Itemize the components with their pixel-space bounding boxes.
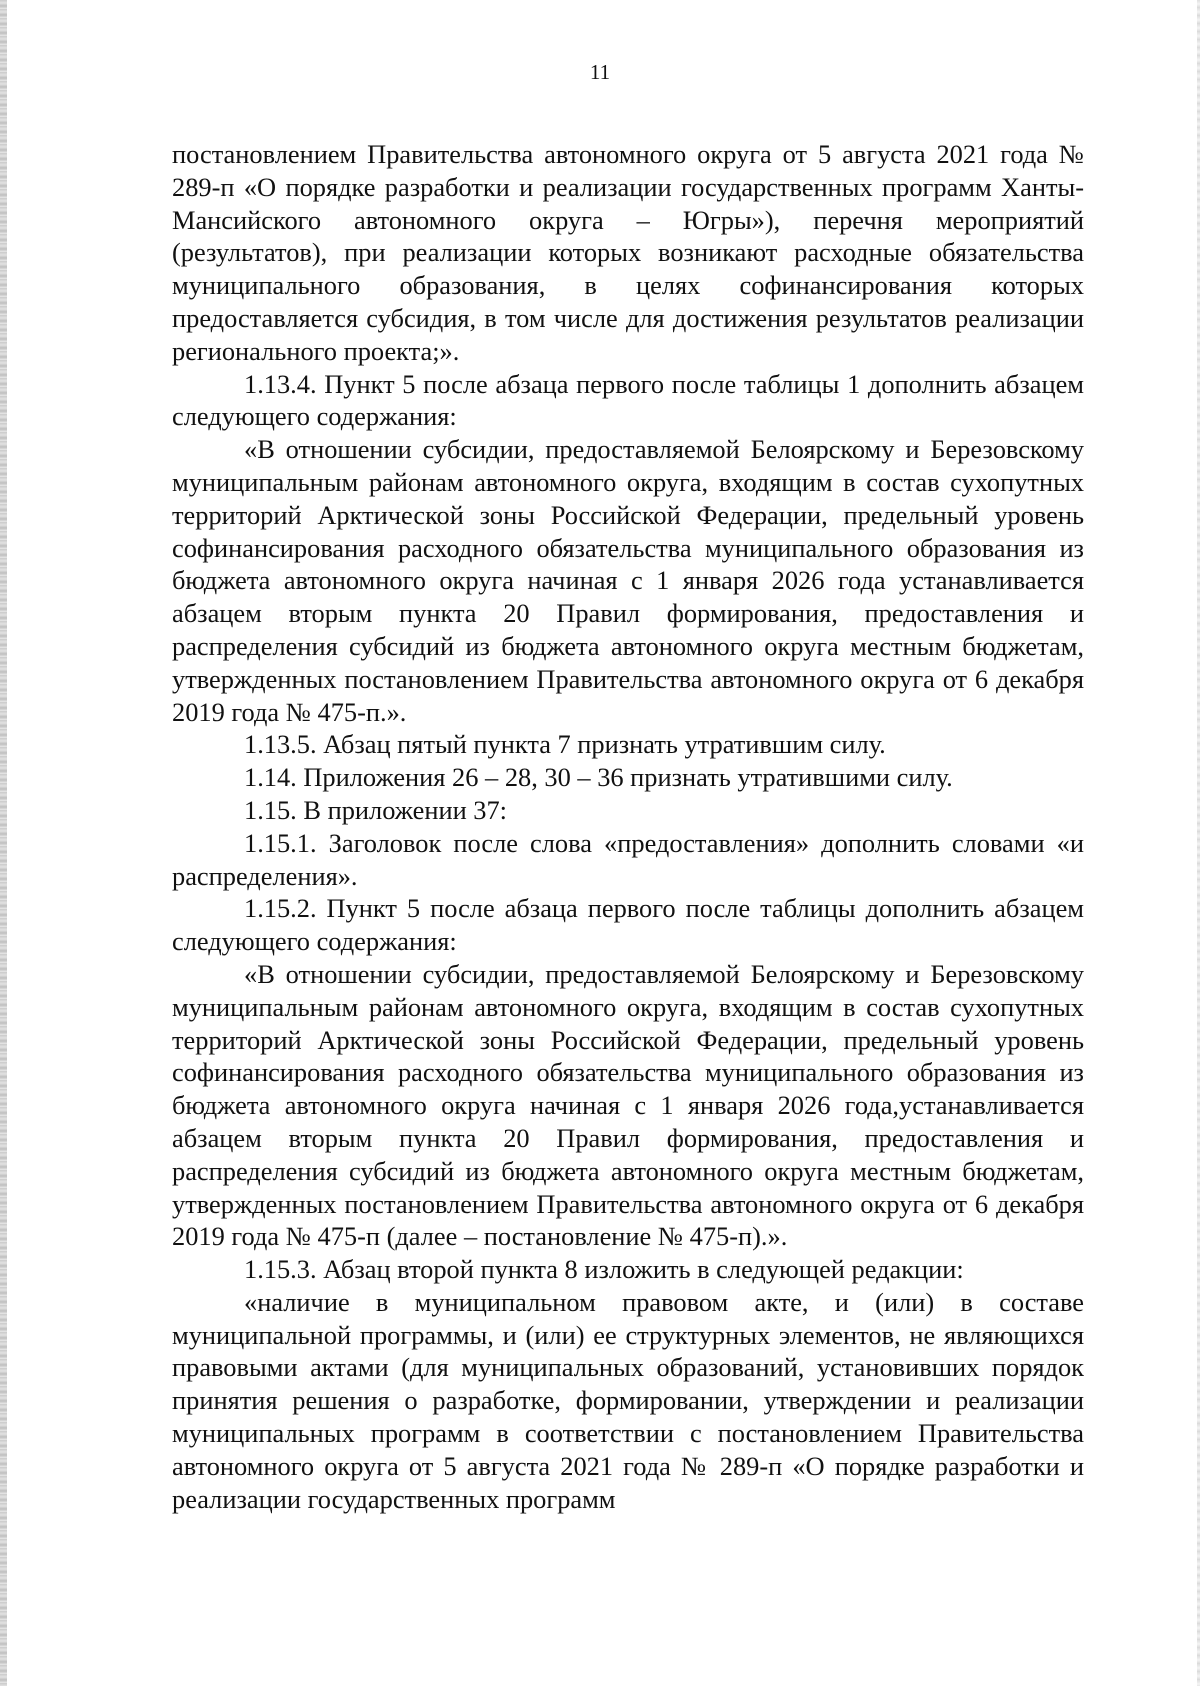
paragraph-11: «наличие в муниципальном правовом акте, и (или) в составе муниципальной программы, и (или) ее структурных элементов, не являющихся правовыми актами (для муниципальных образований, установивших порядок принятия решения о разработке, формировании, утверждении и реализации муниципальных программ в соответствии с постановлением Правительства автономного округа от 5 августа 2021 года № 289-п «О порядке разработки и реализации государственных программ (172, 1286, 1084, 1514)
paragraph-4: 1.13.5. Абзац пятый пункта 7 признать утратившим силу. (244, 729, 886, 760)
paragraph-2: 1.13.4. Пункт 5 после абзаца первого после таблицы 1 дополнить абзацем следующего содержания: (172, 368, 1084, 432)
paragraph-6: 1.15. В приложении 37: (244, 794, 508, 825)
paragraph-5: 1.14. Приложения 26 – 28, 30 – 36 признать утратившими силу. (244, 762, 953, 793)
paragraph-10: 1.15.3. Абзац второй пункта 8 изложить в следующей редакции: (244, 1254, 964, 1285)
paragraph-7: 1.15.1. Заголовок после слова «предоставления» дополнить словами «и распределения». (172, 827, 1084, 891)
page-number: 11 (589, 60, 611, 84)
paragraph-1: постановлением Правительства автономного округа от 5 августа 2021 года № 289-п «О порядке разработки и реализации государственных программ Ханты-Мансийского автономного округа – Югры»), перечня мероприятий (результатов), при реализации которых возникают расходные обязательства муниципального образования, в целях софинансирования которых предоставляется субсидия, в том числе для достижения результатов реализации регионального проекта;». (172, 139, 1084, 366)
paragraph-9: «В отношении субсидии, предоставляемой Белоярскому и Березовскому муниципальным районам автономного округа, входящим в состав сухопутных территорий Арктической зоны Российской Федерации, предельный уровень софинансирования расходного обязательства муниципального образования из бюджета автономного округа начиная с 1 января 2026 года,устанавливается абзацем вторым пункта 20 Правил формирования, предоставления и распределения субсидий из бюджета автономного округа местным бюджетам, утвержденных постановлением Правительства автономного округа от 6 декабря 2019 года № 475-п (далее – постановление № 475-п).». (172, 958, 1084, 1252)
document-body (172, 138, 1084, 1515)
paragraph-3: «В отношении субсидии, предоставляемой Белоярскому и Березовскому муниципальным районам автономного округа, входящим в состав сухопутных территорий Арктической зоны Российской Федерации, предельный уровень софинансирования расходного обязательства муниципального образования из бюджета автономного округа начиная с 1 января 2026 года устанавливается абзацем вторым пункта 20 Правил формирования, предоставления и распределения субсидий из бюджета автономного округа местным бюджетам, утвержденных постановлением Правительства автономного округа от 6 декабря 2019 года № 475-п.». (172, 434, 1084, 727)
scan-edge-left (0, 0, 7, 1686)
paragraph-8: 1.15.2. Пункт 5 после абзаца первого после таблицы дополнить абзацем следующего содержания: (172, 893, 1084, 957)
